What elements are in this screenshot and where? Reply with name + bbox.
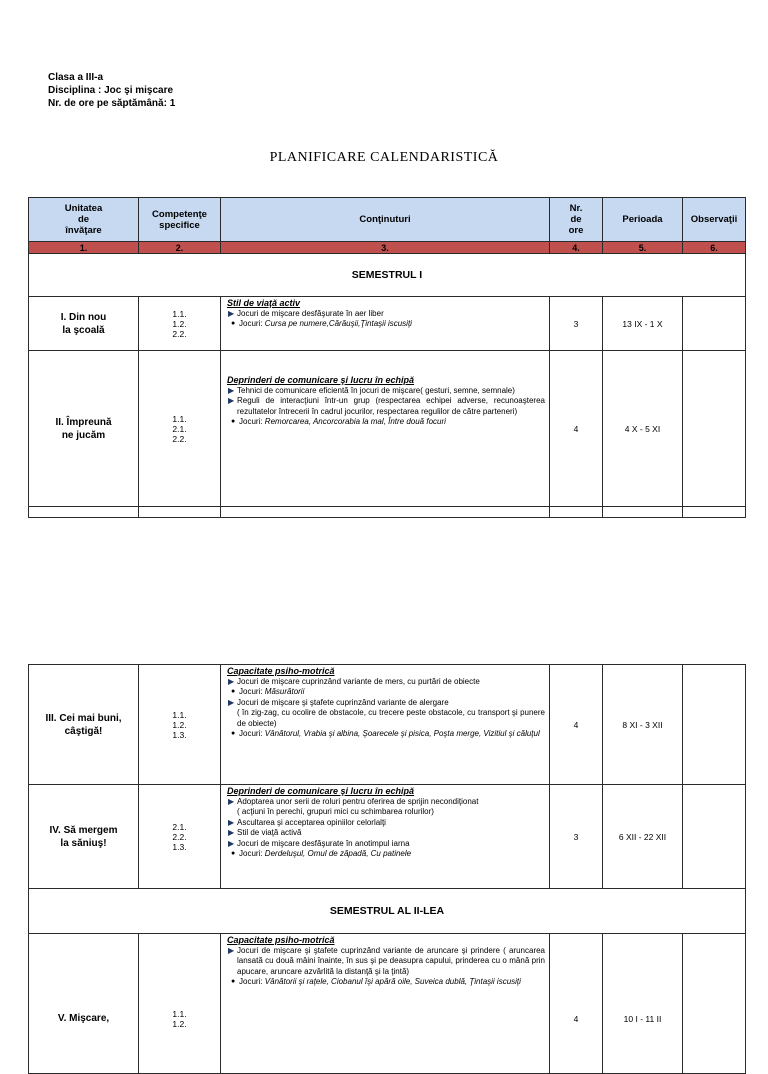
dot-bullet-icon: ● [231,418,236,425]
period-cell: 4 X - 5 XI [603,351,683,507]
hours-cell: 4 [550,665,603,785]
table-row [29,665,746,785]
page-title: PLANIFICARE CALENDARISTICĂ [269,150,499,165]
list-item: ● Jocuri: Vânătorul, Vrabia şi albina, Şoarecele şi pisica, Poşta merge, Vizitiul şi căluţul [231,729,540,738]
list-item: ▶ Jocuri de mişcare şi ştafete cuprinzând variante de alergare [228,697,449,707]
list-item: ▶ Adoptarea unor serii de roluri pentru oferirea de sprijin necondiţionat [228,796,479,806]
notes-cell [683,351,746,507]
column-header-row [29,198,746,242]
col-header-notes: Observaţii [683,198,746,242]
planning-table-page-1 [28,197,746,518]
list-item: ● Jocuri: Măsurătorii [231,687,305,696]
contents-cell [221,934,550,1074]
list-item-continuation: ( în zig-zag, cu ocolire de obstacole, cu trecere peste obstacole, cu transport şi punere de obiecte) [237,708,545,728]
semester-1-label: SEMESTRUL I [29,254,746,297]
contents-cell [221,665,550,785]
semester-2-label: SEMESTRUL AL II-LEA [29,889,746,934]
content-heading: Deprinderi de comunicare şi lucru în echipă [227,375,415,385]
semester-row [29,254,746,297]
column-number-row: 1. 2. 3. 4. 5. 6. [29,242,746,254]
arrow-bullet-icon: ▶ [228,828,235,837]
planning-table-page-2 [28,664,746,1074]
table-row [29,785,746,889]
dot-bullet-icon: ● [231,730,236,737]
period-cell: 10 I - 11 II [603,934,683,1074]
table-row [29,351,746,507]
content-heading: Capacitate psiho-motrică [227,935,335,945]
arrow-bullet-icon: ▶ [228,838,235,848]
dot-bullet-icon: ● [231,850,236,857]
discipline-label: Disciplina : Joc şi mişcare [48,85,174,96]
hours-cell: 4 [550,934,603,1074]
competences-cell: 2.1. 2.2. 1.3. [139,785,221,889]
list-item: ● Jocuri: Vânătorii şi raţele, Ciobanul îşi apără oile, Suveica dublă, Ţintaşii iscusiţi [231,977,521,986]
hours-cell: 4 [550,351,603,507]
arrow-bullet-icon: ▶ [228,817,235,827]
arrow-bullet-icon: ▶ [228,308,235,318]
contents-cell [221,785,550,889]
document-header [48,71,175,110]
competences-cell: 1.1. 1.2. 2.2. [139,297,221,351]
list-item: ● Jocuri: Derdeluşul, Omul de zăpadă, Cu patinele [231,849,412,858]
col-header-contents: Conţinuturi [221,198,550,242]
arrow-bullet-icon: ▶ [228,676,235,686]
arrow-bullet-icon: ▶ [228,385,235,395]
class-label: Clasa a III-a [48,72,104,83]
arrow-bullet-icon: ▶ [228,796,235,806]
notes-cell [683,297,746,351]
content-heading: Deprinderi de comunicare şi lucru în echipă [227,786,415,796]
list-item: ▶ Reguli de interacţiuni într-un grup (respectarea echipei adverse, recunoaşterea rezultatelor întrecerii în cadrul jocurilor, respectarea regulilor de către parteneri) [228,396,545,416]
content-heading: Capacitate psiho-motrică [227,666,335,676]
competences-cell: 1.1. 2.1. 2.2. [139,351,221,507]
table-row [29,934,746,1074]
col-header-unit: Unitatea de învăţare [29,198,139,242]
list-item: ▶ Stil de viaţă activă [228,828,302,837]
list-item: ▶ Jocuri de mişcare şi ştafete cuprinzând variante de aruncare şi prindere ( aruncarea lansată cu două mâini înainte, în sus şi pe deasupra capului, prinderea cu o mână prin apucare, aruncare azvârlită la distanţă şi la ţintă) [228,945,545,976]
period-cell: 6 XII - 22 XII [603,785,683,889]
list-item: ▶ Jocuri de mişcare cuprinzând variante de mers, cu purtări de obiecte [228,676,480,686]
dot-bullet-icon: ● [231,320,236,327]
period-cell: 8 XI - 3 XII [603,665,683,785]
hours-per-week-label: Nr. de ore pe săptămână: 1 [48,98,176,109]
col-header-period: Perioada [603,198,683,242]
col-header-hours: Nr. de ore [550,198,603,242]
arrow-bullet-icon: ▶ [228,396,235,405]
content-heading: Stil de viaţă activ [227,298,301,308]
list-item: ▶ Tehnici de comunicare eficientă în jocuri de mişcare( gesturi, semne, semnale) [228,385,515,395]
contents-cell [221,351,550,507]
notes-cell [683,785,746,889]
arrow-bullet-icon: ▶ [228,945,235,955]
competences-cell: 1.1. 1.2. [139,934,221,1074]
notes-cell [683,665,746,785]
list-item: ● Jocuri: Cursa pe numere,Cărăuşii,Ţintaşii iscusiţi [231,319,412,328]
hours-cell: 3 [550,785,603,889]
dot-bullet-icon: ● [231,978,236,985]
list-item: ● Jocuri: Remorcarea, Ancorcorabia la mal, Între două focuri [231,417,446,426]
list-item: ▶ Ascultarea şi acceptarea opiniilor celorlalţi [228,817,386,827]
list-item: ▶ Jocuri de mişcare desfăşurate în aer liber [228,308,384,318]
unit-title: V. Mişcare, [29,934,139,1074]
semester-row [29,889,746,934]
table-row [29,297,746,351]
col-header-competences: Competenţe specifice [139,198,221,242]
list-item: ▶ Jocuri de mişcare desfăşurate în anotimpul iarna [228,838,410,848]
period-cell: 13 IX - 1 X [603,297,683,351]
dot-bullet-icon: ● [231,688,236,695]
notes-cell [683,934,746,1074]
empty-row [29,507,746,518]
unit-title: IV. Să mergem la săniuş! [29,785,139,889]
arrow-bullet-icon: ▶ [228,697,235,707]
unit-title: I. Din nou la şcoală [29,297,139,351]
hours-cell: 3 [550,297,603,351]
list-item-continuation: ( acţiuni în perechi, grupuri mici cu schimbarea rolurilor) [237,807,434,816]
contents-cell [221,297,550,351]
unit-title: II. Împreună ne jucăm [29,351,139,507]
unit-title: III. Cei mai buni, câştigă! [29,665,139,785]
competences-cell: 1.1. 1.2. 1.3. [139,665,221,785]
